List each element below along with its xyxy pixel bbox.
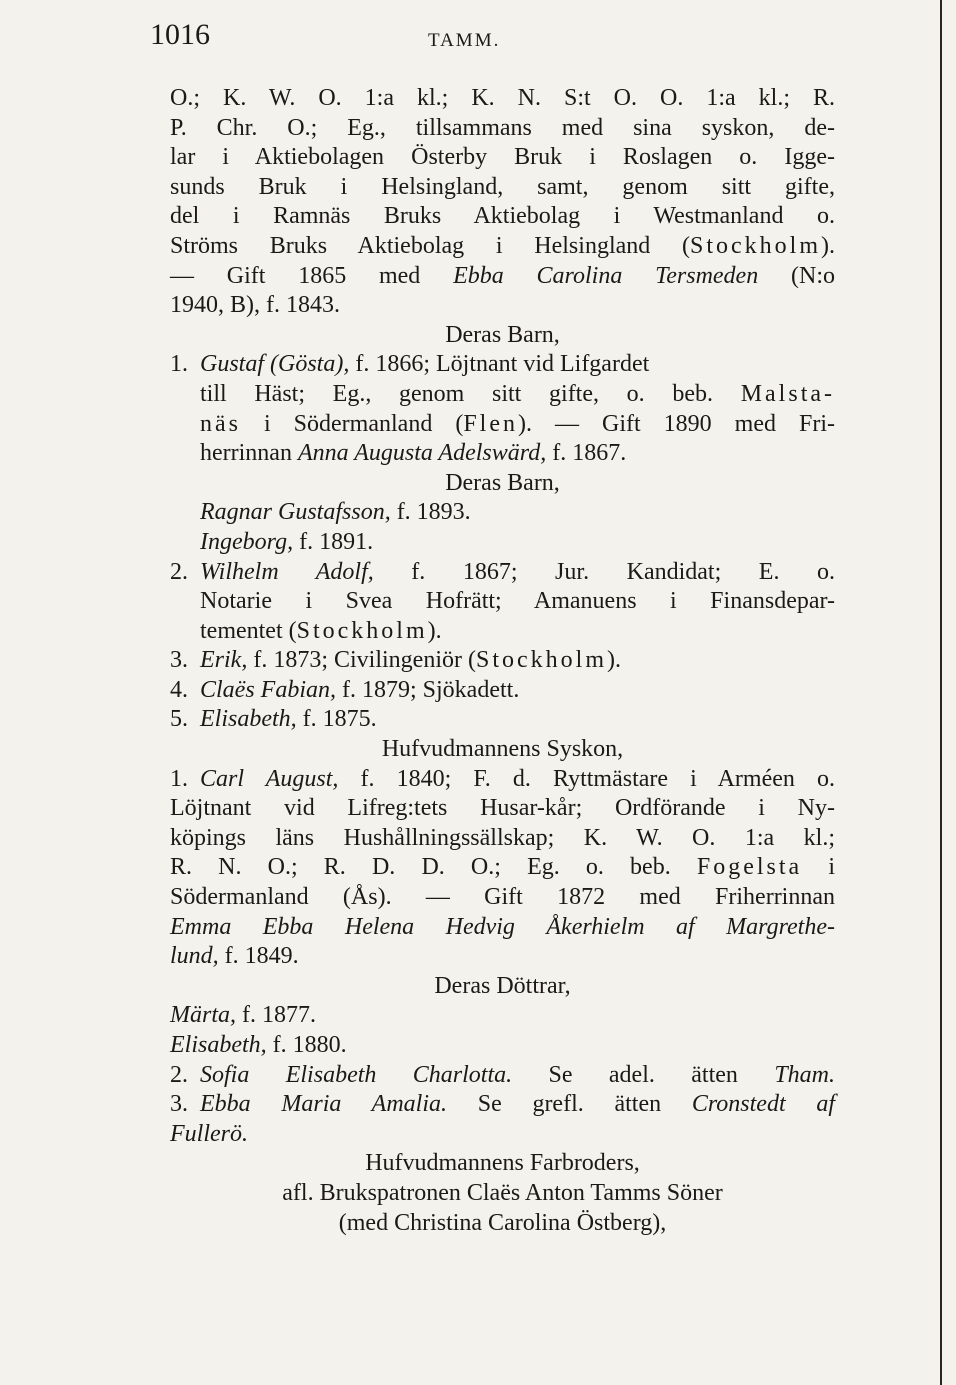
text-line: Emma Ebba Helena Hedvig Åkerhielm af Margrethe- bbox=[170, 913, 835, 940]
text-line: del i Ramnäs Bruks Aktiebolag i Westmanland o. bbox=[170, 203, 835, 230]
section-heading: Deras Barn, bbox=[445, 321, 560, 348]
text-line: 1940, B), f. 1843. bbox=[170, 292, 340, 319]
text-line: Notarie i Svea Hofrätt; Amanuens i Finansdepar- bbox=[200, 588, 835, 615]
text-line: — Gift 1865 med Ebba Carolina Tersmeden (N:o bbox=[170, 262, 835, 289]
child-entry: Märta, f. 1877. bbox=[170, 1002, 316, 1029]
entry-line: 2. Sofia Elisabeth Charlotta. Se adel. ätten Tham. bbox=[170, 1061, 835, 1088]
entry-line: 1. Carl August, f. 1840; F. d. Ryttmästare i Arméen o. bbox=[170, 765, 836, 792]
text-line: lar i Aktiebolagen Österby Bruk i Roslagen o. Igge- bbox=[170, 144, 835, 171]
entry-line: 5. Elisabeth, f. 1875. bbox=[170, 706, 377, 733]
section-heading: afl. Brukspatronen Claës Anton Tamms Söner bbox=[282, 1179, 723, 1206]
text-line: R. N. O.; R. D. D. O.; Eg. o. beb. Fogelsta i bbox=[170, 854, 836, 881]
child-entry: Elisabeth, f. 1880. bbox=[170, 1032, 347, 1058]
text-line: lund, f. 1849. bbox=[170, 943, 299, 970]
genealogy-text bbox=[170, 84, 835, 1238]
text-line: till Häst; Eg., genom sitt gifte, o. beb. Malsta- bbox=[200, 380, 835, 407]
text-line: Södermanland (Ås). — Gift 1872 med Friherrinnan bbox=[170, 884, 835, 911]
section-heading: Deras Döttrar, bbox=[434, 972, 571, 999]
child-entry: Ragnar Gustafsson, f. 1893. bbox=[200, 499, 471, 526]
section-heading: Hufvudmannens Farbroders, bbox=[365, 1150, 640, 1177]
text-line: köpings läns Hushållningssällskap; K. W. O. 1:a kl.; bbox=[170, 824, 835, 851]
section-heading: Hufvudmannens Syskon, bbox=[381, 736, 624, 763]
text-line: O.; K. W. O. 1:a kl.; K. N. S:t O. O. 1:a kl.; R. bbox=[170, 85, 835, 111]
entry-line: 2. Wilhelm Adolf, f. 1867; Jur. Kandidat; E. o. bbox=[170, 558, 836, 585]
running-head: TAMM. bbox=[428, 30, 501, 51]
text-line: herrinnan Anna Augusta Adelswärd, f. 1867. bbox=[200, 440, 627, 467]
text-line: näs i Södermanland (Flen). — Gift 1890 med Fri- bbox=[200, 410, 835, 437]
text-line: tementet (Stockholm). bbox=[200, 617, 442, 644]
text-line: Fullerö. bbox=[170, 1120, 248, 1147]
text-line: P. Chr. O.; Eg., tillsammans med sina syskon, de- bbox=[170, 114, 835, 141]
text-line: Löjtnant vid Lifreg:tets Husar-kår; Ordförande i Ny- bbox=[170, 795, 835, 822]
page-header bbox=[150, 18, 850, 58]
child-entry: Ingeborg, f. 1891. bbox=[200, 528, 374, 555]
text-line: sunds Bruk i Helsingland, samt, genom sitt gifte, bbox=[170, 173, 835, 200]
entry-line: 3. Erik, f. 1873; Civilingeniör (Stockholm). bbox=[170, 647, 621, 674]
text-line: Ströms Bruks Aktiebolag i Helsingland (Stockholm). bbox=[170, 232, 835, 259]
page-edge-bleed bbox=[926, 0, 956, 1385]
page-number: 1016 bbox=[150, 18, 210, 51]
entry-line: 3. Ebba Maria Amalia. Se grefl. ätten Cronstedt af bbox=[170, 1091, 835, 1118]
entry-line: 1. Gustaf (Gösta), f. 1866; Löjtnant vid Lifgardet bbox=[170, 351, 650, 378]
section-heading: Deras Barn, bbox=[445, 469, 560, 496]
section-heading: (med Christina Carolina Östberg), bbox=[338, 1209, 667, 1236]
entry-line: 4. Claës Fabian, f. 1879; Sjökadett. bbox=[170, 676, 520, 703]
page-edge-line bbox=[940, 0, 942, 1385]
